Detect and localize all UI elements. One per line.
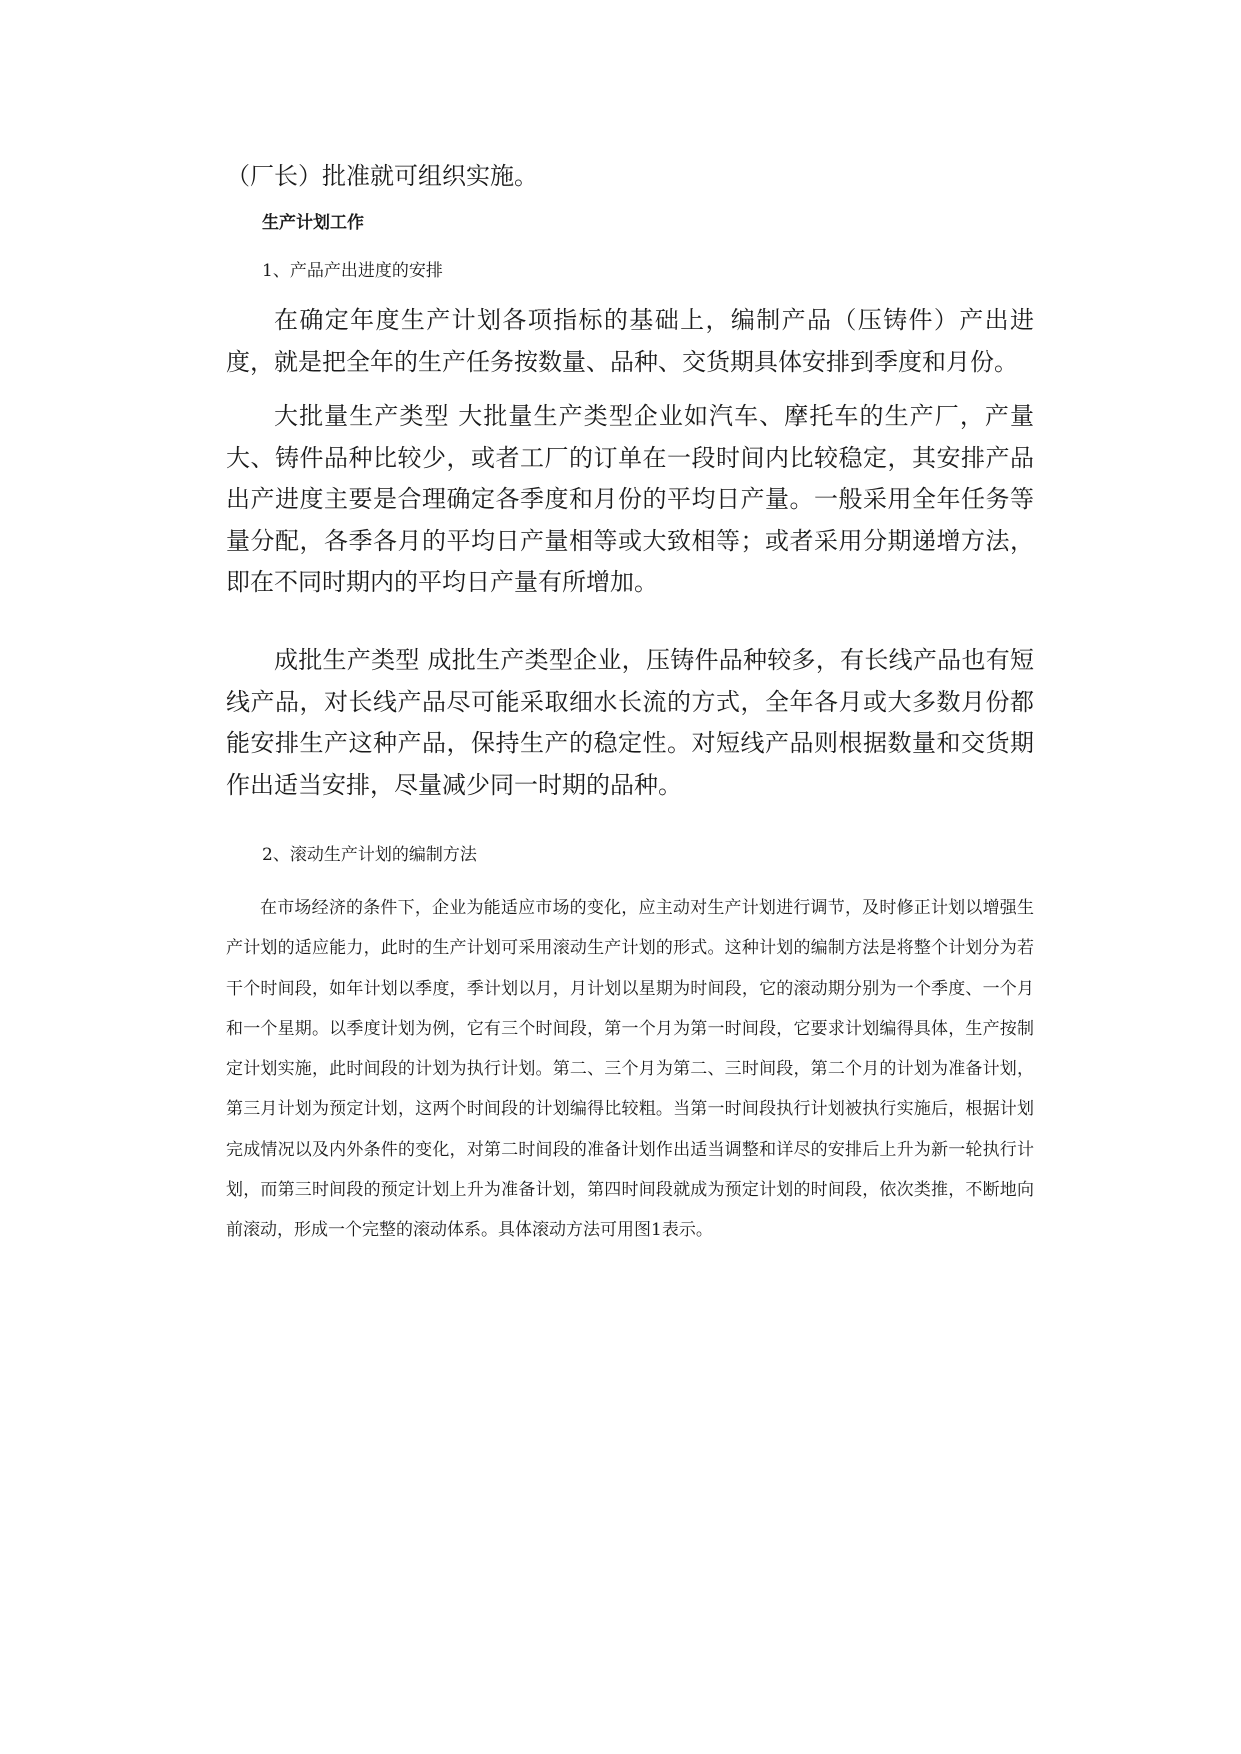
section1-title: 1、产品产出进度的安排 (262, 261, 443, 281)
section1-paragraph-1: 在确定年度生产计划各项指标的基础上，编制产品（压铸件）产出进度，就是把全年的生产任务按数量、品种、交货期具体安排到季度和月份。 (226, 306, 1034, 376)
section2-paragraph-1: 在市场经济的条件下，企业为能适应市场的变化，应主动对生产计划进行调节，及时修正计划以增强生产计划的适应能力，此时的生产计划可采用滚动生产计划的形式。这种计划的编制方法是将整个计划分为若干个时间段，如年计划以季度，季计划以月，月计划以星期为时间段，它的滚动期分别为一个季度、一个月和一个星期。以季度计划为例，它有三个时间段，第一个月为第一时间段，它要求计划编得具体，生产按制定计划实施，此时间段的计划为执行计划。第二、三个月为第二、三时间段，第二个月的计划为准备计划，第三月计划为预定计划，这两个时间段的计划编得比较粗。当第一时间段执行计划被执行实施后，根据计划完成情况以及内外条件的变化，对第二时间段的准备计划作出适当调整和详尽的安排后上升为新一轮执行计划，而第三时间段的预定计划上升为准备计划，第四时间段就成为预定计划的时间段，依次类推，不断地向前滚动，形成一个完整的滚动体系。具体滚动方法可用图1表示。 (226, 898, 1034, 1241)
lead-line: （厂长）批准就可组织实施。 (226, 162, 538, 190)
section1-paragraph-3: 成批生产类型 成批生产类型企业，压铸件品种较多，有长线产品也有短线产品，对长线产品尽可能采取细水长流的方式，全年各月或大多数月份都能安排生产这种产品，保持生产的稳定性。对短线产品则根据数量和交货期作出适当安排，尽量减少同一时期的品种。 (226, 646, 1034, 799)
section2-title: 2、滚动生产计划的编制方法 (262, 845, 477, 865)
section-heading: 生产计划工作 (262, 213, 364, 233)
section1-paragraph-2: 大批量生产类型 大批量生产类型企业如汽车、摩托车的生产厂，产量大、铸件品种比较少，或者工厂的订单在一段时间内比较稳定，其安排产品出产进度主要是合理确定各季度和月份的平均日产量。一般采用全年任务等量分配，各季各月的平均日产量相等或大致相等；或者采用分期递增方法，即在不同时期内的平均日产量有所增加。 (226, 402, 1034, 596)
